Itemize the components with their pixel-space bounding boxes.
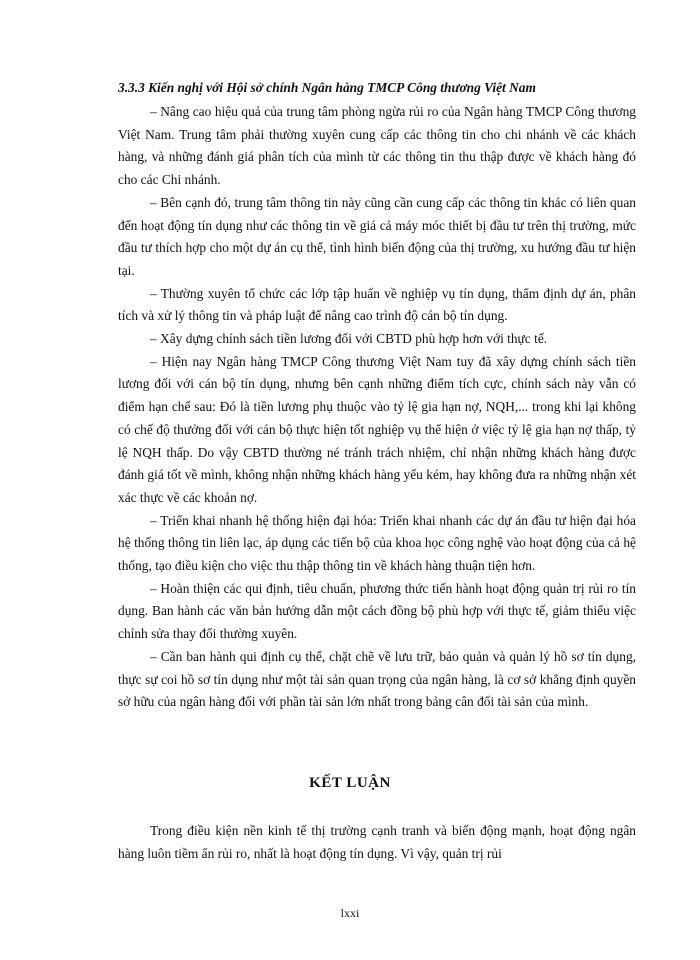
section-heading: 3.3.3 Kiến nghị với Hội sở chính Ngân hàng TMCP Công thương Việt Nam (118, 80, 536, 95)
paragraph-modernization: – Triển khai nhanh hệ thống hiện đại hóa: Triển khai nhanh các dự án đầu tư hiện đại hóa hệ thống thông tin liên lạc, áp dụng các tiến bộ của khoa học công nghệ vào hoạt động của cả hệ thống, tạo điều kiện cho việc thu thập thông tin về khách hàng thuận tiện hơn. (118, 512, 636, 574)
paragraph-salary-policy: – Xây dựng chính sách tiền lương đối với CBTD phù hợp hơn với thực tế. (150, 331, 548, 347)
page-number: lxxi (340, 906, 360, 920)
paragraph-training: – Thường xuyên tổ chức các lớp tập huấn về nghiệp vụ tín dụng, thẩm định dự án, phân tích và xử lý thông tin và pháp luật để nâng cao trình độ cán bộ tín dụng. (118, 285, 636, 324)
paragraph-regulations: – Hoàn thiện các qui định, tiêu chuẩn, phương thức tiến hành hoạt động quản trị rủi ro tín dụng. Ban hành các văn bản hướng dẫn một cách đồng bộ phù hợp với thực tế, giảm thiểu việc chỉnh sửa thay đổi thường xuyên. (118, 580, 636, 642)
paragraph-risk-center: – Nâng cao hiệu quả của trung tâm phòng ngừa rủi ro của Ngân hàng TMCP Công thương Việt Nam. Trung tâm phải thường xuyên cung cấp các thông tin cho chi nhánh về các khách hàng, và những đánh giá phân tích của mình từ các thông tin thu thập được về khách hàng đó cho các Chi nhánh. (118, 104, 636, 188)
conclusion-paragraph: Trong điều kiện nền kinh tế thị trường cạnh tranh và biến động mạnh, hoạt động ngân hàng luôn tiềm ẩn rủi ro, nhất là hoạt động tín dụng. Vì vậy, quản trị rủi (118, 823, 636, 861)
conclusion-body (118, 820, 636, 865)
conclusion-title: KẾT LUẬN (309, 775, 391, 791)
paragraph-info-center: – Bên cạnh đó, trung tâm thông tin này cũng cần cung cấp các thông tin khác có liên quan đến hoạt động tín dụng như các thông tin về giá cả máy móc thiết bị đầu tư trên thị trường, mức đầu tư thích hợp cho một dự án cụ thể, tình hình biến động của thị trường, xu hướng đầu tư hiện tại. (118, 194, 636, 278)
recommendations-body (118, 101, 636, 714)
paragraph-credit-records: – Cần ban hành qui định cụ thể, chặt chẽ về lưu trữ, bảo quản và quản lý hồ sơ tín dụng, thực sự coi hồ sơ tín dụng như một tài sản quan trọng của ngân hàng, là cơ sở khẳng định quyền sở hữu của ngân hàng đối với phần tài sản lớn nhất trong bảng cân đối tài sản của mình. (118, 648, 636, 710)
paragraph-salary-limits: – Hiện nay Ngân hàng TMCP Công thương Việt Nam tuy đã xây dựng chính sách tiền lương đối với cán bộ tín dụng, nhưng bên cạnh những điểm tích cực, chính sách này vẫn có điểm hạn chế sau: Đó là tiền lương phụ thuộc vào tỷ lệ gia hạn nợ, NQH,... trong khi lại không có chế độ thưởng đối với cán bộ thực hiện tốt nghiệp vụ thể hiện ở việc tỷ lệ gia hạn nợ thấp, tỷ lệ NQH thấp. Do vậy CBTD thường né tránh trách nhiệm, chỉ nhận những khách hàng được đánh giá tốt về mình, không nhận những khách hàng yếu kém, hay không đưa ra những nhận xét xác thực về các khoản nợ. (118, 353, 636, 505)
